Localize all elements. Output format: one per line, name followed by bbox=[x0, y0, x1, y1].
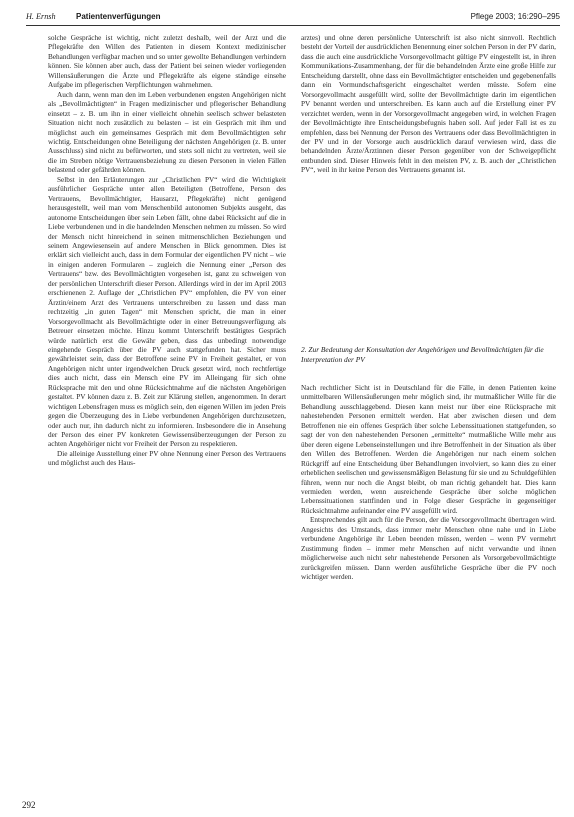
running-head-author: H. Ernsh bbox=[26, 12, 56, 21]
paragraph: arztes) und ohne deren persönliche Unterschrift ist also nicht sinnvoll. Rechtlich besteht der Vorteil der ausdrücklichen Benennung einer solchen Person in der PV darin, dass die auch eine ausdrückliche Vorsorgevollmacht gültige PV eingestellt ist, in ihren Kommunikations-Zusammenhang, der für die behandelnden Ärzte eine große Hilfe zur Entscheidung darstellt, ohne dass ein Bevollmächtigter entscheiden und gegebenenfalls dann ein Vormundschaftsgericht eingeschaltet werden müsste. Sofern eine Vorsorgevollmacht ausgefüllt wird, sollte der Bevollmächtigte darin im eigentlichen PV benannt werden und unterschreiben. Es kann auch auf die Erstellung einer PV verzichtet werden, wenn in der Vorsorgevollmacht angegeben wird, in welchen Fragen der Bevollmächtigte ihre Entscheidungsbefugnis haben soll. Auf jeder Fall ist es zu empfehlen, dass bei Nennung der Person des Vertrauens oder dass Bevollmächtigten in der PV und in der Vorsorge auch ausdrücklich darauf verwiesen wird, dass die behandelnden Ärzte/Ärztinnen dieser Person gegenüber von der Schweigepflicht entbunden sind. Dieser Hinweis fehlt in den meisten PV, z. B. auch der „Christlichen PV“, weil in ihr keine Person des Vertrauens genannt ist. bbox=[301, 34, 556, 175]
paragraph: Auch dann, wenn man den im Leben verbundenen engsten Angehörigen nicht als „Bevollmächtigten“ in Fragen medizinischer und pflegerischer Behandlung einsetzt – z. B. um ihn in einer vielleicht ohnehin seelisch schwer belasteten Situation nicht noch zusätzlich zu belasten – ist ein Gespräch mit ihm und möglichst auch ein gemeinsames Gespräch mit dem Bevollmächtigten sehr wichtig. Entscheidungen ohne Beteiligung der nächsten Angehörigen (z. B. unter Ausschluss) sind nicht zu befürworten, und stets soll nicht zu vertreten, weil sie die im Streben nötige Vertrauensbeziehung zu diesen Personen in vielen Fällen belastend oder gefährden können. bbox=[48, 90, 286, 175]
running-head bbox=[26, 11, 560, 25]
running-head-title: Patientenverfügungen bbox=[76, 12, 161, 21]
running-head-citation: Pflege 2003; 16:290–295 bbox=[470, 12, 560, 21]
left-column bbox=[48, 34, 286, 809]
paragraph: Die alleinige Ausstellung einer PV ohne Nennung einer Person des Vertrauens und möglichst auch des Haus- bbox=[48, 449, 286, 468]
paragraph: Selbst in den Erläuterungen zur „Christlichen PV“ wird die Wichtigkeit ausführlicher Gespräche unter allen Beteiligten (Betroffene, Person des Vertrauens, Bevollmächtigter, Hausarzt, Pflegekräfte) nicht genügend herausgestellt, weil man vom Menschenbild autonomen Subjekts ausgeht, das autonome Entscheidungen über sein Leben fällt, ohne dabei Rücksicht auf die in Liebe verbundenen und in die handelnden Menschen nehmen zu müssen. So wird der Mensch nicht hinreichend in seinen mitmenschlichen Beziehungen und seinem Angewiesensein auf andere Menschen in Blick genommen. Dies ist erklärt sich vielleicht auch, dass in dem Formular der eigentlichen PV nicht – wie in einigen anderen Formularen – zugleich die Nennung einer „Person des Vertrauens“ bzw. des Bevollmächtigten vorgesehen ist, ganz zu schweigen von der persönlichen Unterschrift dieser Person. Allerdings wird in der im April 2003 erschienenen 2. Auflage der „Christlichen PV“ empfohlen, die PV von einer Ärztin/einem Arzt des Vertrauens unterschreiben zu lassen und dass man rechtzeitig „in guten Tagen“ mit Menschen spricht, die man in einer Vorsorgevollmacht als Bevollmächtigte oder in einer Betreuungsverfügung als Betreuer einsetzen möchte. Hinzu kommt Unterschrift bestätigtes Gespräch würde natürlich erst die Gewähr geben, dass das unbedingt notwendige eingehende Gespräch über die PV auch stattgefunden hat. Sicher muss gewährleistet sein, dass der Betroffene seine PV in Freiheit gestaltet, er von Angehörigen nicht unter irgendwelchen Druck gesetzt wird, noch rechtfertige dies auch nicht, dass ein Mensch eine PV im Alleingang für sich ohne Rücksprache mit den und ohne Rücksichtnahme auf die nächsten Angehörigen gestaltet. PV können dazu z. B. Zeit zur Klärung stellen, angenommen. In derart wichtigen Lebensfragen muss es möglich sein, den eigenen Willen im jeden Preis gegen die Überzeugung des in Liebe verbundenen Angehörigen durchzusetzen, oder auch nur, ihn dadurch nicht zu informieren. Insbesondere die in Ansehung der Person des einer PV konkreten Gewissensüberzeugungen der Person zu achten Angehöriger nicht vor Freiheit der Person zu respektieren. bbox=[48, 175, 286, 449]
paragraph: solche Gespräche ist wichtig, nicht zuletzt deshalb, weil der Arzt und die Pflegekräfte den Willen des Patienten in diesem Kontext medizinischer Behandlungen verfügbar machen und so unter gewollte Behandlungen verhindern können. Sie können aber auch, dass der Patient bei seinen wieder vorliegenden Willensäußerungen die Ärzte und Pflegekräfte als eigene ständige einsehe Aufgabe im pflegerischen Verpflichtungen wahrnehmen. bbox=[48, 34, 286, 90]
page-number: 292 bbox=[22, 800, 36, 810]
paragraph: Nach rechtlicher Sicht ist in Deutschland für die Fälle, in denen Patienten keine unmittelbaren Willensäußerungen mehr möglich sind, ihr mutmaßlicher Wille für die Behandlung ausschlaggebend. Diesen kann meist nur über eine Rücksprache mit nahestehenden Personen ermittelt werden. Hat aber zwischen diesen und dem Betroffenen nie ein offenes Gespräch über solche Lebenssituationen stattgefunden, so sagt der von den nahestehenden Personen „ermittelte“ mutmaßliche Wille mehr aus über deren eigene Lebenseinstellungen und ihre Betroffenheit in der Situation als über den Willen des Betroffenen. Werden die Angehörigen nur nach einem solchen Rückgriff auf eine Entscheidung über Behandlungen involviert, so kann dies zu einer erheblichen seelischen und gewissensmäßigen Belastung für sie und zu Schuldgefühlen führen, wenn nur noch die Angst bleibt, ob man richtig gehandelt hat. Dies kann vermieden werden, wenn ausreichende Gespräche über solche möglichen Lebenssituationen stattfinden und in Folge dieser Gespräche in gegenseitiger Rücksichtnahme aufeinander eine PV ausgefüllt wird. bbox=[301, 384, 556, 515]
header-rule bbox=[26, 25, 560, 26]
right-column-bottom bbox=[301, 384, 556, 764]
paragraph: Entsprechendes gilt auch für die Person, der die Vorsorgevollmacht übertragen wird. Angesichts des Umstands, dass immer mehr Menschen ohne nahe und in Liebe verbundene Angehörige ihr Leben beenden müssen, werden – wenn PV vermehrt Zustimmung finden – immer mehr Menschen auf nicht verwandte und ihnen möglicherweise auch nicht sehr nahestehende Personen als Vorsorgebevollmächtigte zurückgreifen müssen. Dann werden ausführliche Gespräche über die PV noch wichtiger werden. bbox=[301, 516, 556, 582]
section-heading: 2. Zur Bedeutung der Konsultation der Angehörigen und Bevollmächtigten für die Interpretation der PV bbox=[301, 345, 544, 364]
right-column-top bbox=[301, 34, 556, 369]
